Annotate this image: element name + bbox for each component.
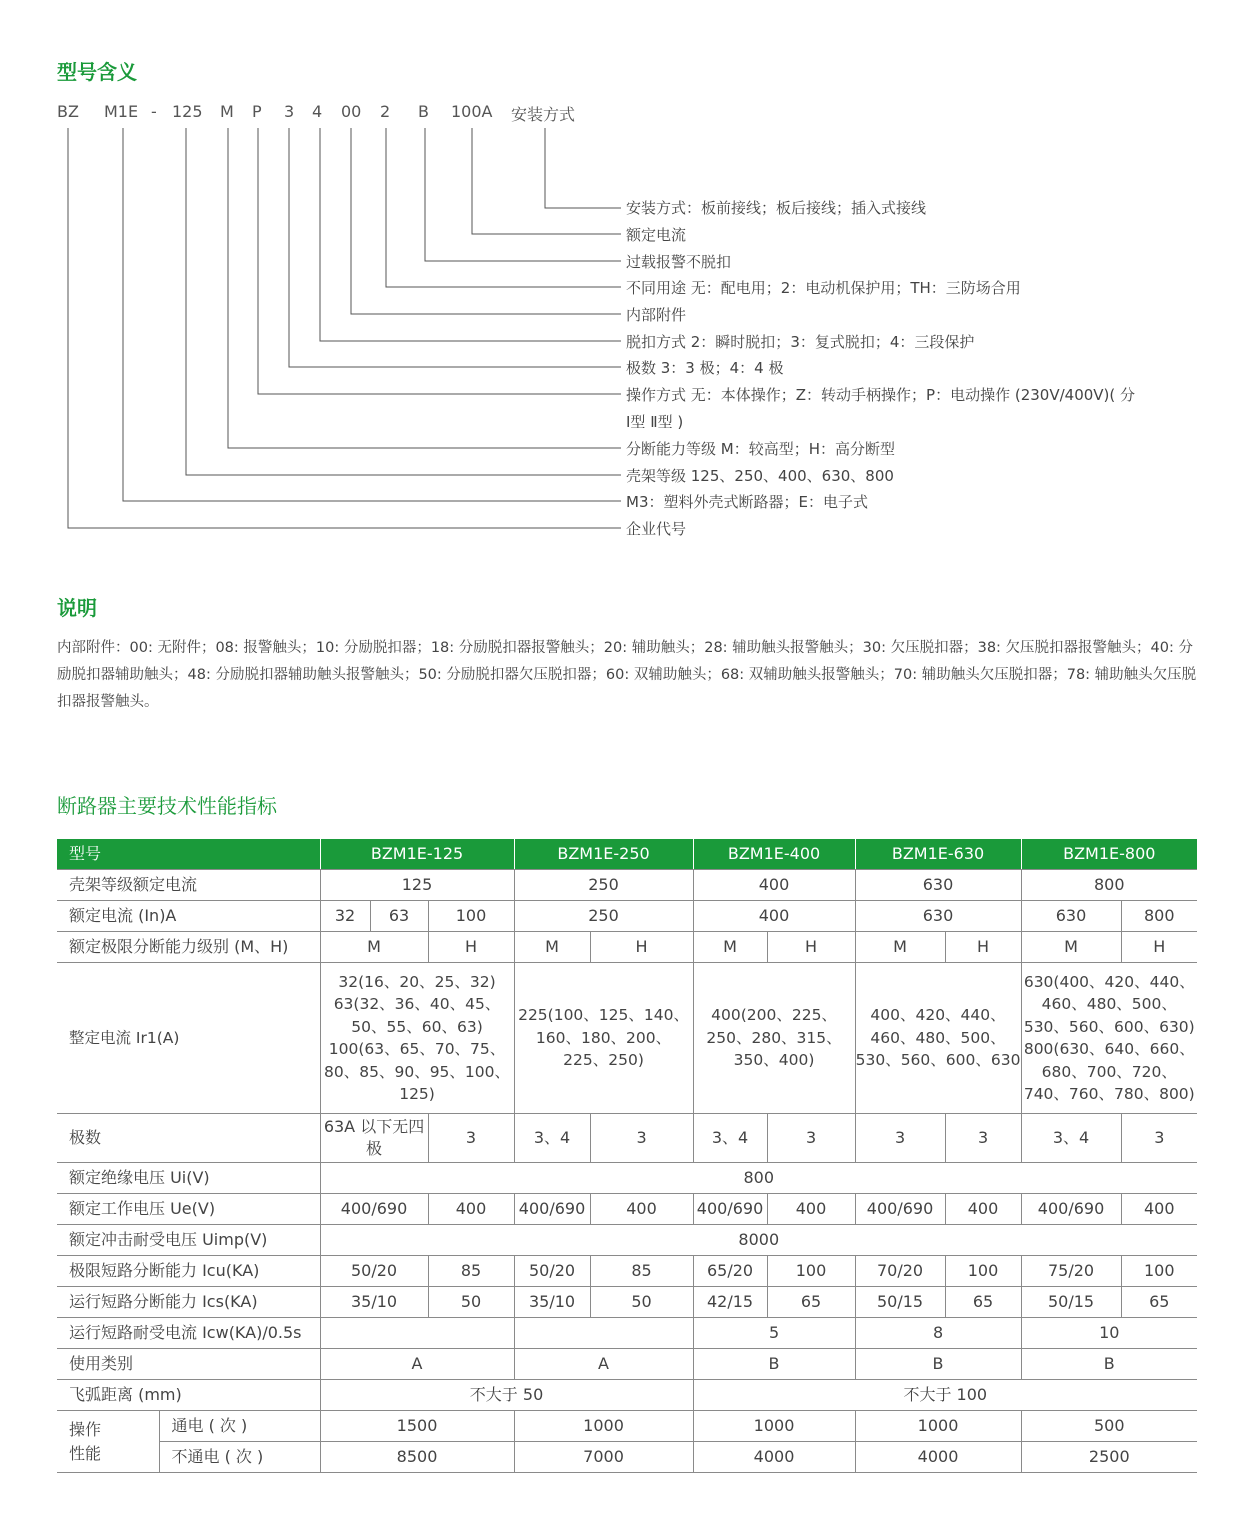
table-row xyxy=(57,932,1197,963)
table-cell: 400/690 xyxy=(693,1194,767,1225)
table-cell: 8000 xyxy=(320,1225,1197,1256)
desc-access: 内部附件 xyxy=(626,306,687,324)
leader-line xyxy=(545,128,621,208)
code-part-level: M xyxy=(220,102,234,121)
table-cell: 1500 xyxy=(320,1411,514,1442)
table-cell: 630 xyxy=(855,901,1021,932)
code-part-current: 100A xyxy=(451,102,493,121)
spec-title: 断路器主要技术性能指标 xyxy=(57,794,277,818)
desc-level: 分断能力等级 M：较高型；H：高分断型 xyxy=(626,440,895,458)
table-cell: H xyxy=(590,932,693,963)
row-label: 不通电 ( 次 ) xyxy=(159,1442,320,1473)
table-cell: 不大于 50 xyxy=(320,1380,693,1411)
table-cell: 70/20 xyxy=(855,1256,945,1287)
code-part-frame: 125 xyxy=(172,102,203,121)
table-cell: H xyxy=(945,932,1021,963)
table-cell: 50/20 xyxy=(514,1256,590,1287)
header-model: BZM1E-125 xyxy=(320,839,514,870)
table-cell: 400 xyxy=(428,1194,514,1225)
spec-table xyxy=(57,839,1197,1473)
header-model: BZM1E-800 xyxy=(1021,839,1197,870)
table-cell: H xyxy=(1121,932,1197,963)
table-cell: 400 xyxy=(693,870,855,901)
operation-label-line: 操作 xyxy=(69,1419,102,1439)
model-meaning-title: 型号含义 xyxy=(57,60,137,84)
row-label: 极数 xyxy=(57,1114,320,1163)
table-cell: 100 xyxy=(1121,1256,1197,1287)
table-cell: 1000 xyxy=(514,1411,693,1442)
code-part-poles: 3 xyxy=(284,102,295,121)
model-leader-lines xyxy=(0,0,1250,560)
table-cell: 250 xyxy=(514,870,693,901)
operation-label-line: 性能 xyxy=(69,1443,102,1463)
desc-install: 安装方式：板前接线；板后接线；插入式接线 xyxy=(626,199,927,217)
desc-poles: 极数 3：3 极；4：4 极 xyxy=(626,359,784,377)
table-cell: 3 xyxy=(428,1114,514,1163)
table-cell: M xyxy=(1021,932,1121,963)
table-cell: 7000 xyxy=(514,1442,693,1473)
table-cell: M xyxy=(320,932,428,963)
desc-company: 企业代号 xyxy=(626,520,687,538)
code-part-alarm: B xyxy=(418,102,429,121)
note-text: 内部附件：00: 无附件；08: 报警触头；10: 分励脱扣器；18: 分励脱扣器报警触头；20: 辅助触头；28: 辅助触头报警触头；30: 欠压脱扣器；38: 欠压脱扣器报警触头；40: 分励脱扣器辅助触头；48: 分励脱扣器辅助触头报警触头；50: 分励脱扣器欠压脱扣器；60: 双辅助触头；68: 双辅助触头报警触头；70: 辅助触头欠压脱扣器；78: 辅助触头欠压脱扣器报警触头。 xyxy=(57,640,1197,710)
table-cell: 800 xyxy=(1021,870,1197,901)
table-row xyxy=(57,870,1197,901)
table-cell: 10 xyxy=(1021,1318,1197,1349)
desc-operate: 操作方式 无：本体操作；Z：转动手柄操作；P：电动操作 (230V/400V)( 分 xyxy=(626,386,1136,404)
table-cell: 4000 xyxy=(693,1442,855,1473)
table-cell: 50 xyxy=(428,1287,514,1318)
table-cell: B xyxy=(855,1349,1021,1380)
table-cell: 8 xyxy=(855,1318,1021,1349)
table-row-header xyxy=(57,839,1197,870)
leader-line xyxy=(425,128,621,261)
row-label: 额定工作电压 Ue(V) xyxy=(57,1194,320,1225)
table-cell: A xyxy=(514,1349,693,1380)
table-cell: 85 xyxy=(590,1256,693,1287)
header-model: BZM1E-400 xyxy=(693,839,855,870)
table-cell: 不大于 100 xyxy=(693,1380,1197,1411)
row-label: 极限短路分断能力 Icu(KA) xyxy=(57,1256,320,1287)
table-cell: B xyxy=(1021,1349,1197,1380)
leader-line xyxy=(472,128,621,234)
table-row xyxy=(57,1225,1197,1256)
row-label: 使用类别 xyxy=(57,1349,320,1380)
table-cell: 50 xyxy=(590,1287,693,1318)
table-cell: 8500 xyxy=(320,1442,514,1473)
table-cell: 63A 以下无四极 xyxy=(320,1114,428,1163)
code-part-operate: P xyxy=(252,102,262,121)
code-part-m1e: M1E xyxy=(104,102,139,121)
note-title: 说明 xyxy=(57,596,97,620)
table-cell: 400/690 xyxy=(320,1194,428,1225)
code-part-access: 00 xyxy=(341,102,362,121)
table-row xyxy=(57,1411,1197,1442)
table-row xyxy=(57,1194,1197,1225)
table-cell: H xyxy=(428,932,514,963)
table-cell: B xyxy=(693,1349,855,1380)
table-cell: 800 xyxy=(1121,901,1197,932)
table-cell: 125 xyxy=(320,870,514,901)
code-part-use: 2 xyxy=(380,102,391,121)
table-cell: 65/20 xyxy=(693,1256,767,1287)
table-cell: 400(200、225、250、280、315、350、400) xyxy=(693,963,855,1114)
table-cell xyxy=(514,1318,693,1349)
row-label-operation xyxy=(57,1411,159,1473)
table-cell: 3、4 xyxy=(514,1114,590,1163)
desc-operate-2: Ⅰ型 Ⅱ型 ) xyxy=(626,413,684,431)
row-label: 运行短路分断能力 Ics(KA) xyxy=(57,1287,320,1318)
table-cell: 400、420、440、460、480、500、530、560、600、630 xyxy=(855,963,1021,1114)
code-part-install: 安装方式 xyxy=(511,105,576,124)
desc-type: M3：塑料外壳式断路器；E：电子式 xyxy=(626,493,868,511)
table-cell: 1000 xyxy=(855,1411,1021,1442)
table-cell: 100 xyxy=(767,1256,855,1287)
table-cell: 400/690 xyxy=(514,1194,590,1225)
table-cell: 500 xyxy=(1021,1411,1197,1442)
header-model: BZM1E-630 xyxy=(855,839,1021,870)
table-cell: 75/20 xyxy=(1021,1256,1121,1287)
table-cell: 800 xyxy=(320,1163,1197,1194)
table-cell: 50/15 xyxy=(855,1287,945,1318)
table-row xyxy=(57,1349,1197,1380)
table-cell: 50/15 xyxy=(1021,1287,1121,1318)
table-row xyxy=(57,1256,1197,1287)
table-cell: 400 xyxy=(945,1194,1021,1225)
table-row xyxy=(57,1380,1197,1411)
table-cell xyxy=(320,1318,514,1349)
table-row xyxy=(57,901,1197,932)
table-row xyxy=(57,1442,1197,1473)
leader-line xyxy=(68,128,621,528)
desc-frame: 壳架等级 125、250、400、630、800 xyxy=(626,467,894,485)
table-cell: 32(16、20、25、32) 63(32、36、40、45、50、55、60、63) 100(63、65、70、75、80、85、90、95、100、125) xyxy=(320,963,514,1114)
table-cell: A xyxy=(320,1349,514,1380)
table-row xyxy=(57,963,1197,1114)
table-cell: 42/15 xyxy=(693,1287,767,1318)
table-cell: 400 xyxy=(1121,1194,1197,1225)
table-cell: 3 xyxy=(855,1114,945,1163)
table-cell: 630 xyxy=(1021,901,1121,932)
leader-line xyxy=(351,128,621,314)
row-label: 运行短路耐受电流 Icw(KA)/0.5s xyxy=(57,1318,320,1349)
table-cell: 3、4 xyxy=(1021,1114,1121,1163)
row-label: 通电 ( 次 ) xyxy=(159,1411,320,1442)
table-cell: 250 xyxy=(514,901,693,932)
row-label: 飞弧距离 (mm) xyxy=(57,1380,320,1411)
table-cell: M xyxy=(514,932,590,963)
table-cell: 3 xyxy=(767,1114,855,1163)
code-part-dash: - xyxy=(151,102,157,121)
table-cell: 225(100、125、140、160、180、200、225、250) xyxy=(514,963,693,1114)
row-label: 额定电流 (In)A xyxy=(57,901,320,932)
desc-alarm: 过载报警不脱扣 xyxy=(626,253,732,271)
table-cell: 630 xyxy=(855,870,1021,901)
table-cell: 32 xyxy=(320,901,370,932)
header-model: BZM1E-250 xyxy=(514,839,693,870)
row-label: 额定冲击耐受电压 Uimp(V) xyxy=(57,1225,320,1256)
desc-current: 额定电流 xyxy=(626,226,687,244)
table-cell: 400/690 xyxy=(1021,1194,1121,1225)
row-label: 壳架等级额定电流 xyxy=(57,870,320,901)
table-row xyxy=(57,1318,1197,1349)
code-part-bz: BZ xyxy=(57,102,79,121)
table-cell: 4000 xyxy=(855,1442,1021,1473)
table-cell: 5 xyxy=(693,1318,855,1349)
table-cell: 630(400、420、440、460、480、500、530、560、600、630) 800(630、640、660、680、700、720、740、760、780、800) xyxy=(1021,963,1197,1114)
leader-line xyxy=(186,128,621,475)
header-label: 型号 xyxy=(57,839,320,870)
table-row xyxy=(57,1287,1197,1318)
leader-line xyxy=(289,128,621,367)
table-cell: 3 xyxy=(1121,1114,1197,1163)
table-cell: H xyxy=(767,932,855,963)
row-label: 额定极限分断能力级别 (M、H) xyxy=(57,932,320,963)
code-part-trip: 4 xyxy=(312,102,323,121)
table-cell: 35/10 xyxy=(514,1287,590,1318)
table-cell: 3、4 xyxy=(693,1114,767,1163)
table-cell: 85 xyxy=(428,1256,514,1287)
table-cell: 400/690 xyxy=(855,1194,945,1225)
table-cell: 400 xyxy=(767,1194,855,1225)
table-row xyxy=(57,1163,1197,1194)
table-cell: 3 xyxy=(590,1114,693,1163)
row-label: 整定电流 Ir1(A) xyxy=(57,963,320,1114)
table-cell: 65 xyxy=(767,1287,855,1318)
table-cell: 50/20 xyxy=(320,1256,428,1287)
table-cell: 63 xyxy=(370,901,428,932)
table-row xyxy=(57,1114,1197,1163)
table-cell: 65 xyxy=(945,1287,1021,1318)
table-cell: M xyxy=(855,932,945,963)
table-cell: 3 xyxy=(945,1114,1021,1163)
table-cell: 400 xyxy=(590,1194,693,1225)
table-cell: 1000 xyxy=(693,1411,855,1442)
table-cell: 400 xyxy=(693,901,855,932)
table-cell: 100 xyxy=(945,1256,1021,1287)
desc-trip: 脱扣方式 2：瞬时脱扣；3：复式脱扣；4：三段保护 xyxy=(626,333,975,351)
table-cell: 100 xyxy=(428,901,514,932)
table-cell: M xyxy=(693,932,767,963)
table-cell: 35/10 xyxy=(320,1287,428,1318)
table-cell: 2500 xyxy=(1021,1442,1197,1473)
table-cell: 65 xyxy=(1121,1287,1197,1318)
desc-use: 不同用途 无：配电用；2：电动机保护用；TH：三防场合用 xyxy=(626,279,1021,297)
row-label: 额定绝缘电压 Ui(V) xyxy=(57,1163,320,1194)
